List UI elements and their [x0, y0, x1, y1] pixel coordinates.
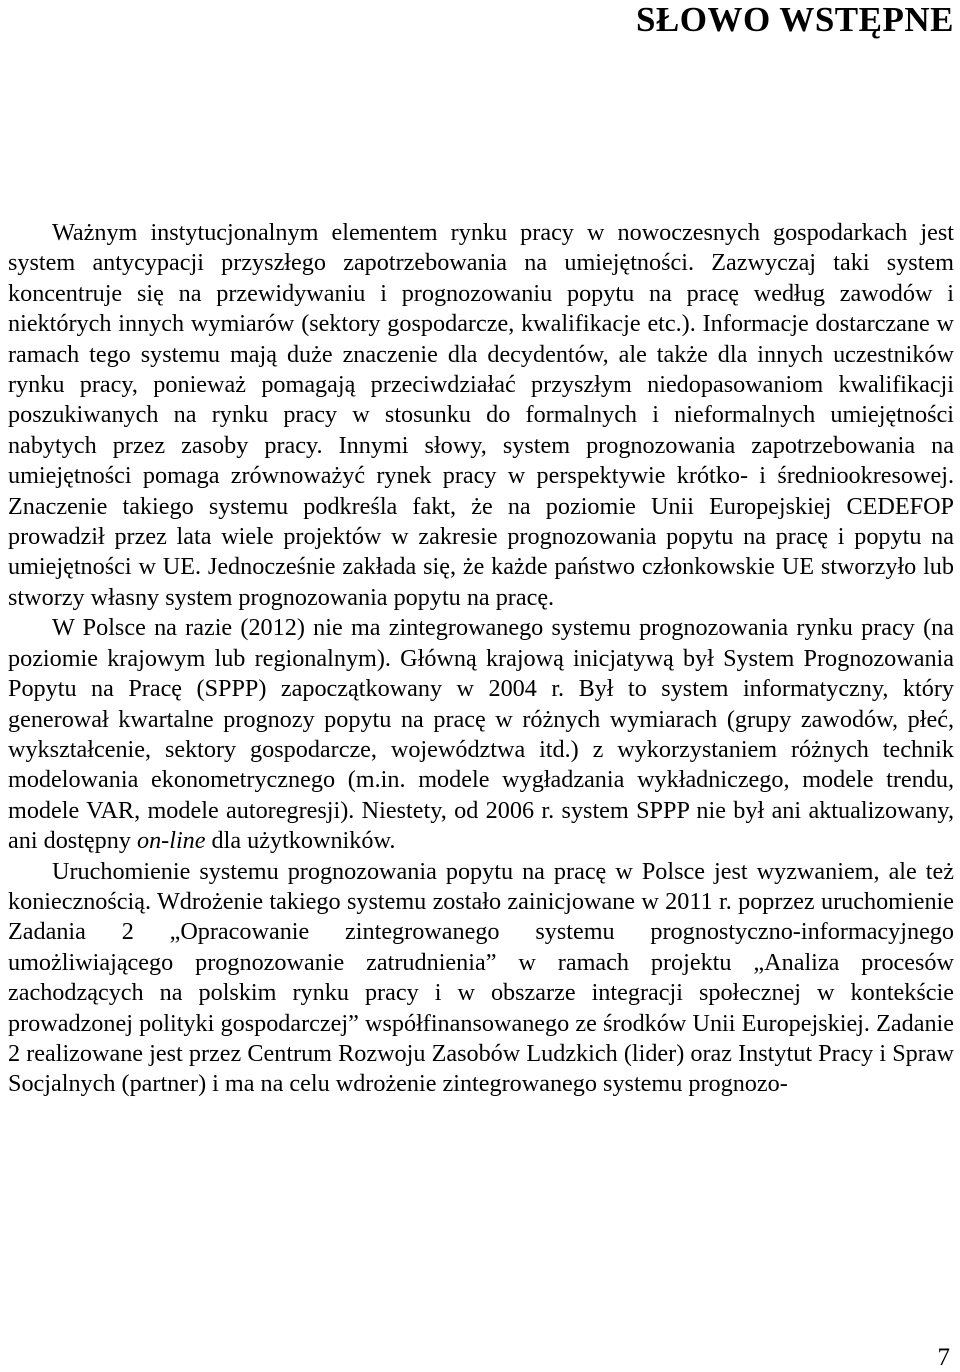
paragraph-2-text-before: W Polsce na razie (2012) nie ma zintegrowanego systemu prognozowania rynku pracy (na poziomie krajowym lub regionalnym). Główną krajową inicjatywą był System Prognozowania Popytu na Pracę (SPPP) zapoczątkowany w 2004 r. Był to system informatyczny, który generował kwartalne prognozy popytu na pracę w różnych wymiarach (grupy zawodów, płeć, wykształcenie, sektory gospodarcze, województwa itd.) z wykorzystaniem różnych technik modelowania ekonometrycznego (m.in. modele wygładzania wykładniczego, modele trendu, modele VAR, modele autoregresji). Niestety, od 2006 r. system SPPP nie był ani aktualizowany, ani dostępny [8, 614, 954, 855]
paragraph-2 [8, 613, 954, 856]
page-title: SŁOWO WSTĘPNE [635, 0, 954, 39]
paragraph-1: Ważnym instytucjonalnym elementem rynku pracy w nowoczesnych gospodarkach jest system antycypacji przyszłego zapotrzebowania na umiejętności. Zazwyczaj taki system koncentruje się na przewidywaniu i prognozowaniu popytu na pracę według zawodów i niektórych innych wymiarów (sektory gospodarcze, kwalifikacje etc.). Informacje dostarczane w ramach tego systemu mają duże znaczenie dla decydentów, ale także dla innych uczestników rynku pracy, ponieważ pomagają przeciwdziałać przyszłym niedopasowaniom kwalifikacji poszukiwanych na rynku pracy w stosunku do formalnych i nieformalnych umiejętności nabytych przez zasoby pracy. Innymi słowy, system prognozowania zapotrzebowania na umiejętności pomaga zrównoważyć rynek pracy w perspektywie krótko- i średniookresowej. Znaczenie takiego systemu podkreśla fakt, że na poziomie Unii Europejskiej CEDEFOP prowadził przez lata wiele projektów w zakresie prognozowania popytu na pracę i popytu na umiejętności w UE. Jednocześnie zakłada się, że każde państwo członkowskie UE stworzyło lub stworzy własny system prognozowania popytu na pracę. [8, 219, 954, 611]
paragraph-3: Uruchomienie systemu prognozowania popytu na pracę w Polsce jest wyzwaniem, ale też koniecznością. Wdrożenie takiego systemu zostało zainicjowane w 2011 r. poprzez uruchomienie Zadania 2 „Opracowanie zintegrowanego systemu prognostyczno-informacyjnego umożliwiającego prognozowanie zatrudnienia” w ramach projektu „Analiza procesów zachodzących na polskim rynku pracy i w obszarze integracji społecznej w kontekście prowadzonej polityki gospodarczej” współfinansowanego ze środków Unii Europejskiej. Zadanie 2 realizowane jest przez Centrum Rozwoju Zasobów Ludzkich (lider) oraz Instytut Pracy i Spraw Socjalnych (partner) i ma na celu wdrożenie zintegrowanego systemu prognozo- [8, 857, 954, 1098]
page-number: 7 [937, 1344, 950, 1371]
paragraph-2-text-after: dla użytkowników. [205, 827, 396, 855]
body-text [8, 218, 954, 1100]
paragraph-2-italic-term: on-line [136, 827, 206, 855]
